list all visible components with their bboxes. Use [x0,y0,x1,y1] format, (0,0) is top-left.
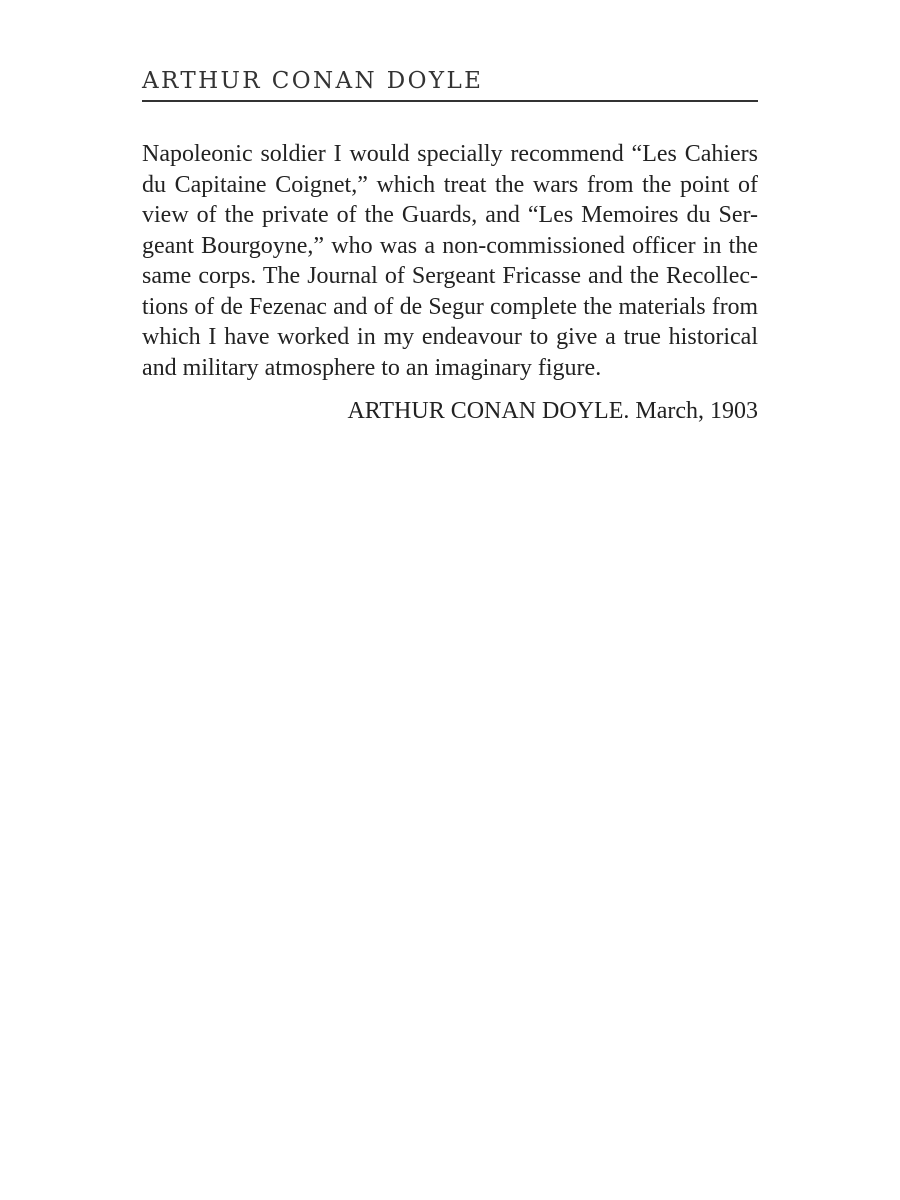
body-line: du Capitaine Coignet,” which treat the wars from the point of [142,171,758,198]
body-line: same corps. The Journal of Sergeant Fricasse and the Recollec- [142,263,758,289]
body-line: and military atmosphere to an imaginary figure. [142,354,602,381]
header-rule [142,100,758,102]
body-line: view of the private of the Guards, and “Les Memoires du Ser- [142,202,758,228]
body-line: geant Bourgoyne,” who was a non-commissioned officer in the [142,232,758,259]
body-line: which I have worked in my endeavour to give a true historical [142,324,758,350]
body-line: tions of de Fezenac and of de Segur complete the materials from [142,293,758,320]
body-line: Napoleonic soldier I would specially recommend “Les Cahiers [142,141,758,167]
signature-line: ARTHUR CONAN DOYLE. March, 1903 [347,398,758,424]
running-head-title: ARTHUR CONAN DOYLE [142,68,484,94]
running-head [142,66,758,96]
body-paragraph [142,139,758,383]
